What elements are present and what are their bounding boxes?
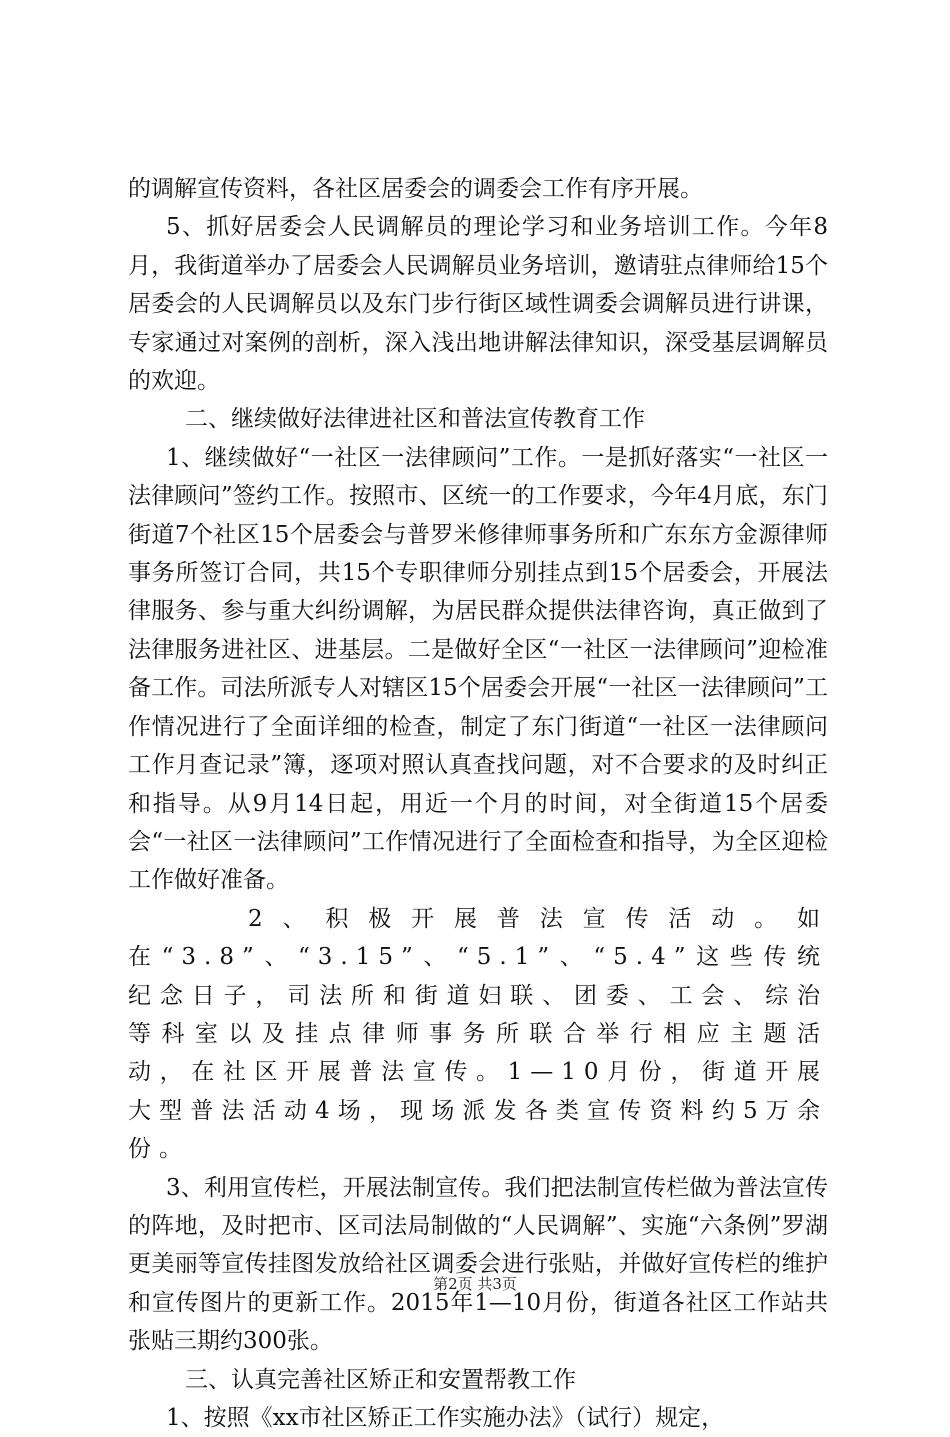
paragraph-bulletin-board: 3、利用宣传栏，开展法制宣传。我们把法制宣传栏做为普法宣传的阵地，及时把市、区司法局制做的“人民调解”、实施“六条例”罗湖更美丽等宣传挂图发放给社区调委会进行张贴，并做好宣传栏的维护和宣传图片的更新工作。2015年1—10月份，街道各社区工作站共张贴三期约300张。: [128, 1174, 828, 1355]
section-heading-2: 二、继续做好法律进社区和普法宣传教育工作: [185, 406, 645, 433]
paragraph-training: 5、抓好居委会人民调解员的理论学习和业务培训工作。今年8月，我街道举办了居委会人民调解员业务培训，邀请驻点律师给15个居委会的人民调解员以及东门步行街区域性调委会调解员进行讲课，专家通过对案例的剖析，深入浅出地讲解法律知识，深受基层调解员的欢迎。: [128, 214, 828, 395]
paragraph-continuation: 的调解宣传资料，各社区居委会的调委会工作有序开展。: [128, 176, 703, 202]
section-heading-3: 三、认真完善社区矫正和安置帮教工作: [185, 1366, 576, 1393]
paragraph-correction: 1、按照《xx市社区矫正工作实施办法》（试行）规定，: [166, 1405, 725, 1431]
paragraph-legal-advisor: 1、继续做好“一社区一法律顾问”工作。一是抓好落实“一社区一法律顾问”签约工作。按照市、区统一的工作要求，今年4月底，东门街道7个社区15个居委会与普罗米修律师事务所和广东东方金源律师事务所签订合同，共15个专职律师分别挂点到15个居委会，开展法律服务、参与重大纠纷调解，为居民群众提供法律咨询，真正做到了法律服务进社区、进基层。二是做好全区“一社区一法律顾问”迎检准备工作。司法所派专人对辖区15个居委会开展“一社区一法律顾问”工作情况进行了全面详细的检查，制定了东门街道“一社区一法律顾问工作月查记录”簿，逐项对照认真查找问题，对不合要求的及时纠正和指导。从9月14日起，用近一个月的时间，对全街道15个居委会“一社区一法律顾问”工作情况进行了全面检查和指导，为全区迎检工作做好准备。: [128, 444, 828, 894]
page-footer: 第2页 共3页: [433, 1275, 517, 1293]
paragraph-publicity: 2、积极开展普法宣传活动。如在“3.8”、“3.15”、“5.1”、“5.4”这些传统纪念日子，司法所和街道妇联、团委、工会、综治等科室以及挂点律师事务所联合举行相应主题活动，在社区开展普法宣传。1—10月份，街道开展大型普法活动4场，现场派发各类宣传资料约5万余份。: [128, 905, 828, 1163]
document-body: [128, 170, 828, 1437]
